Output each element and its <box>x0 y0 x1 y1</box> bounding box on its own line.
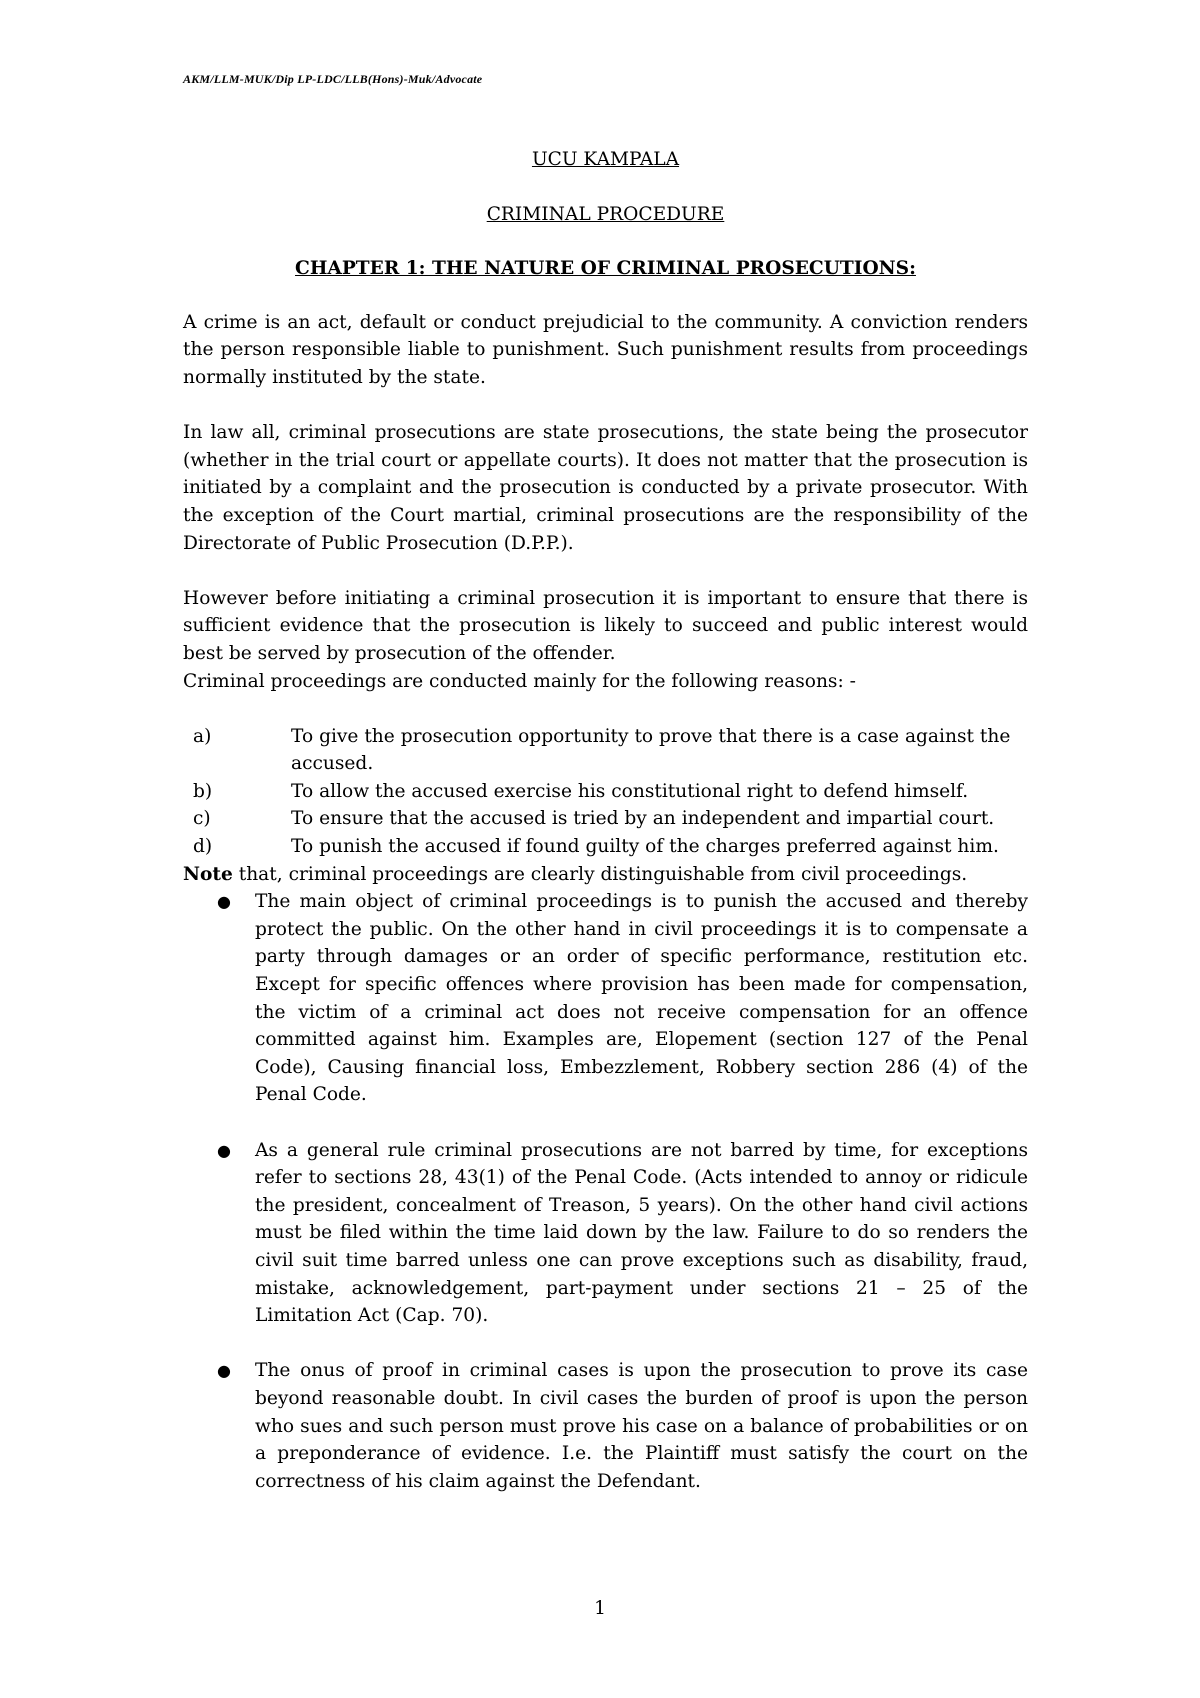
list-item-label: b) <box>193 780 213 802</box>
note-text: that, criminal proceedings are clearly distinguishable from civil proceedings. <box>232 863 968 885</box>
list-item-text: To give the prosecution opportunity to prove that there is a case against the accused. <box>291 725 1011 775</box>
bullet-icon: ● <box>217 1140 231 1160</box>
chapter-heading: CHAPTER 1: THE NATURE OF CRIMINAL PROSECUTIONS: <box>295 258 916 280</box>
list-item-text: The main object of criminal proceedings is to punish the accused and thereby protect the public. On the other hand in civil proceedings it is to compensate a party through damages or an order of specific performance, restitution etc. Except for specific offences where provision has been made for compensation, the victim of a criminal act does not receive compensation for an offence committed against him. Examples are, Elopement (section 127 of the Penal Code), Causing financial loss, Embezzlement, Robbery section 286 (4) of the Penal Code. <box>255 891 1028 1106</box>
list-item <box>183 833 1028 861</box>
paragraph-sufficient-evidence: However before initiating a criminal prosecution it is important to ensure that there is sufficient evidence that the prosecution is likely to succeed and public interest would best be served by prosecution of the offender. <box>183 587 1028 664</box>
list-item-text: The onus of proof in criminal cases is upon the prosecution to prove its case beyond reasonable doubt. In civil cases the burden of proof is upon the person who sues and such person must prove his case on a balance of probabilities or on a preponderance of evidence. I.e. the Plaintiff must satisfy the court on the correctness of his claim against the Defendant. <box>255 1360 1028 1492</box>
reasons-intro: Criminal proceedings are conducted mainly for the following reasons: - <box>183 670 856 692</box>
list-item <box>183 1137 1028 1330</box>
bullet-icon: ● <box>217 1361 231 1381</box>
course-title: CRIMINAL PROCEDURE <box>486 203 725 225</box>
list-item <box>183 778 1028 806</box>
paragraph-state-prosecutions: In law all, criminal prosecutions are state prosecutions, the state being the prosecutor (whether in the trial court or appellate courts). It does not matter that the prosecution is initiated by a complaint and the prosecution is conducted by a private prosecutor. With the exception of the Court martial, criminal prosecutions are the responsibility of the Directorate of Public Prosecution (D.P.P.). <box>183 422 1028 554</box>
list-item-text: To allow the accused exercise his constitutional right to defend himself. <box>291 780 969 802</box>
list-item <box>183 1357 1028 1495</box>
list-item-text: To ensure that the accused is tried by an independent and impartial court. <box>291 808 995 830</box>
institution-title: UCU KAMPALA <box>531 149 680 170</box>
list-item-text: As a general rule criminal prosecutions are not barred by time, for exceptions refer to sections 28, 43(1) of the Penal Code. (Acts intended to annoy or ridicule the president, concealment of Treason, 5 years). On the other hand civil actions must be filed within the time laid down by the law. Failure to do so renders the civil suit time barred unless one can prove exceptions such as disability, fraud, mistake, acknowledgement, part-payment under sections 21 – 25 of the Limitation Act (Cap. 70). <box>255 1139 1028 1327</box>
document-body <box>183 146 1028 1495</box>
distinctions-list <box>183 888 1028 1495</box>
list-item-label: d) <box>193 836 213 858</box>
header-note: AKM/LLM-MUK/Dip LP-LDC/LLB(Hons)-Muk/Advocate <box>183 72 483 86</box>
page-number: 1 <box>594 1598 606 1619</box>
list-item <box>183 723 1028 778</box>
reasons-list <box>183 723 1028 861</box>
list-item <box>183 888 1028 1109</box>
list-item-text: To punish the accused if found guilty of the charges preferred against him. <box>291 836 999 858</box>
list-item <box>183 805 1028 833</box>
bullet-icon: ● <box>217 892 231 912</box>
note-paragraph <box>183 861 1028 889</box>
paragraph-crime-definition: A crime is an act, default or conduct prejudicial to the community. A conviction renders the person responsible liable to punishment. Such punishment results from proceedings normally instituted by the state. <box>183 311 1028 388</box>
note-label: Note <box>183 863 233 885</box>
list-item-label: a) <box>193 725 212 747</box>
list-item-label: c) <box>193 808 211 830</box>
